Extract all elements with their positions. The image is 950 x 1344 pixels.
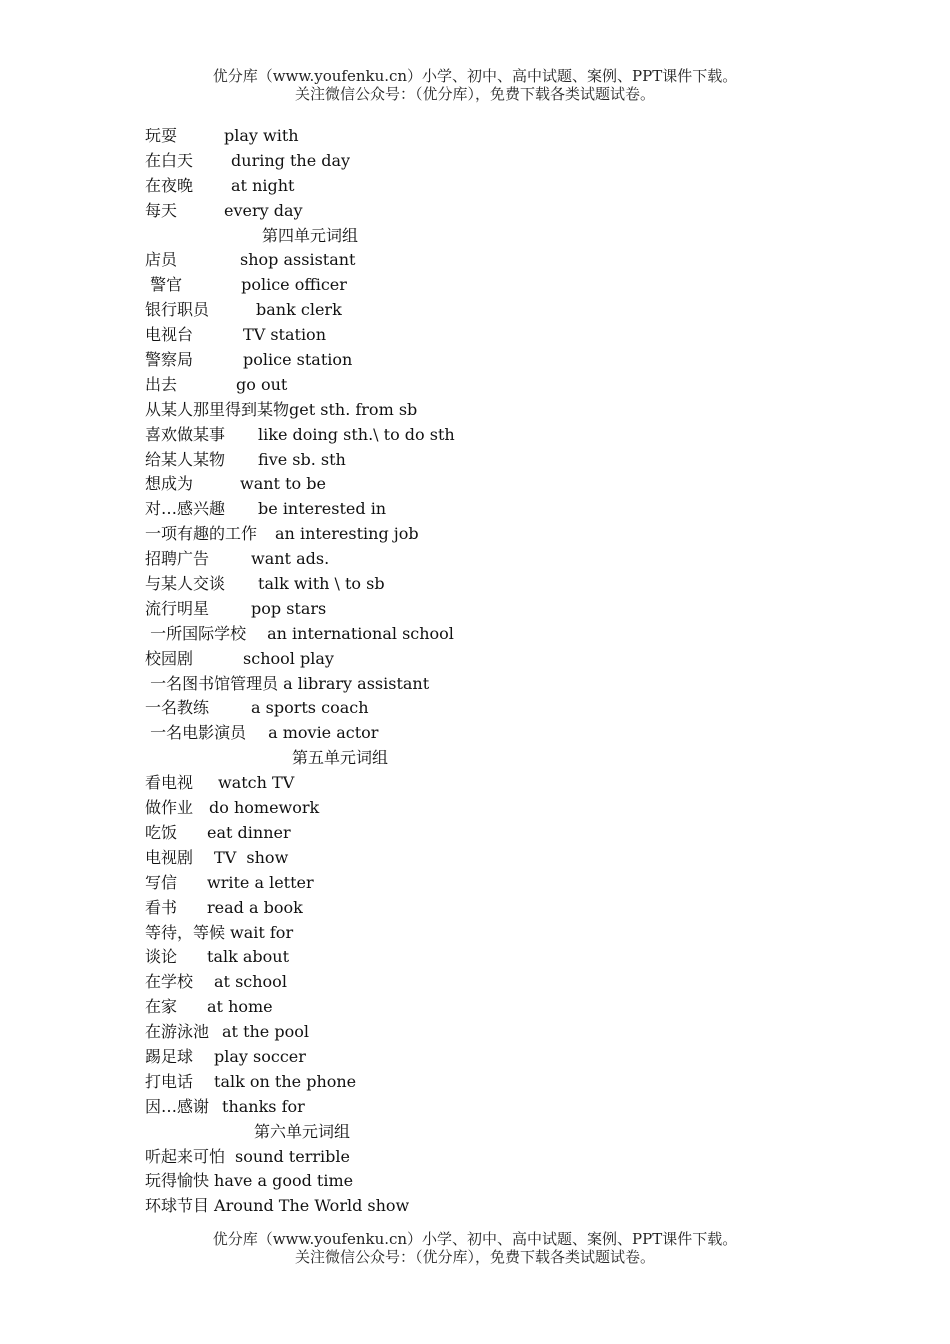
english-phrase: TV show xyxy=(214,847,289,867)
vocab-row xyxy=(145,398,865,423)
chinese-term: 谈论 xyxy=(145,947,178,967)
vocab-row xyxy=(145,273,865,298)
english-phrase: play soccer xyxy=(214,1046,306,1066)
chinese-term: 对…感兴趣 xyxy=(145,499,226,519)
vocab-row xyxy=(145,1169,865,1194)
chinese-term: 电视剧 xyxy=(145,847,194,867)
vocab-row xyxy=(145,1020,865,1045)
vocab-row xyxy=(145,821,865,846)
chinese-term: 做作业 xyxy=(145,798,194,818)
english-phrase: at the pool xyxy=(222,1022,309,1042)
vocab-row xyxy=(145,472,865,497)
vocab-row xyxy=(145,970,865,995)
english-phrase: at school xyxy=(214,972,287,992)
english-phrase: watch TV xyxy=(218,773,295,793)
section-title: 第四单元词组 xyxy=(262,225,359,245)
vocab-row xyxy=(145,174,865,199)
vocab-row xyxy=(145,373,865,398)
english-phrase: police station xyxy=(243,350,353,370)
vocab-row xyxy=(145,497,865,522)
chinese-term: 每天 xyxy=(145,200,178,220)
english-phrase: want ads. xyxy=(251,549,330,569)
vocab-row xyxy=(145,199,865,224)
vocab-row xyxy=(145,1045,865,1070)
vocab-row xyxy=(145,1145,865,1170)
vocab-row xyxy=(145,597,865,622)
chinese-term: 玩得愉快 xyxy=(145,1171,210,1191)
english-phrase: a library assistant xyxy=(283,673,430,693)
chinese-term: 与某人交谈 xyxy=(145,574,226,594)
vocab-row xyxy=(145,622,865,647)
chinese-term: 看书 xyxy=(145,897,178,917)
chinese-term: 在学校 xyxy=(145,972,194,992)
english-phrase: bank clerk xyxy=(256,300,342,320)
vocab-row xyxy=(145,896,865,921)
english-phrase: talk about xyxy=(207,947,290,967)
chinese-term: 出去 xyxy=(145,374,178,394)
english-phrase: write a letter xyxy=(207,872,314,892)
vocab-row xyxy=(145,423,865,448)
vocab-row xyxy=(145,696,865,721)
english-phrase: talk with \ to sb xyxy=(258,574,385,594)
vocab-row xyxy=(145,721,865,746)
vocab-row xyxy=(145,572,865,597)
english-phrase: Around The World show xyxy=(214,1196,410,1216)
vocab-row xyxy=(145,522,865,547)
vocab-row xyxy=(145,672,865,697)
vocab-row xyxy=(145,298,865,323)
vocab-row xyxy=(145,1070,865,1095)
vocab-row xyxy=(145,448,865,473)
chinese-term: 玩耍 xyxy=(145,126,178,145)
english-phrase: wait for xyxy=(230,922,294,942)
english-phrase: TV station xyxy=(243,325,326,345)
chinese-term: 看电视 xyxy=(145,773,194,793)
vocab-row xyxy=(145,995,865,1020)
english-phrase: five sb. sth xyxy=(258,449,346,469)
english-phrase: shop assistant xyxy=(240,250,356,270)
vocab-row xyxy=(145,846,865,871)
chinese-term: 一名图书馆管理员 xyxy=(145,673,279,693)
english-phrase: during the day xyxy=(231,150,351,170)
chinese-term: 给某人某物 xyxy=(145,449,226,469)
english-phrase: have a good time xyxy=(214,1171,354,1191)
english-phrase: do homework xyxy=(209,798,320,818)
chinese-term: 招聘广告 xyxy=(145,549,210,569)
english-phrase: an international school xyxy=(267,623,454,643)
chinese-term: 写信 xyxy=(145,872,178,892)
vocab-row xyxy=(145,1095,865,1120)
chinese-term: 一名教练 xyxy=(145,698,210,718)
chinese-term: 打电话 xyxy=(145,1071,194,1091)
footer-line-1: 优分库（www.youfenku.cn）小学、初中、高中试题、案例、PPT课件下载。 xyxy=(212,1230,738,1248)
english-phrase: school play xyxy=(243,648,334,668)
chinese-term: 听起来可怕 xyxy=(145,1146,226,1166)
vocab-row xyxy=(145,647,865,672)
english-phrase: police officer xyxy=(241,275,347,295)
chinese-term: 警官 xyxy=(145,275,183,295)
chinese-term: 一名电影演员 xyxy=(145,723,247,743)
chinese-term: 吃饭 xyxy=(145,822,178,842)
chinese-term: 因…感谢 xyxy=(145,1096,210,1116)
vocab-row xyxy=(145,921,865,946)
section-title: 第五单元词组 xyxy=(292,748,389,768)
chinese-term: 一所国际学校 xyxy=(145,623,247,643)
vocab-row xyxy=(145,945,865,970)
english-phrase: be interested in xyxy=(258,499,387,519)
footer-line-2: 关注微信公众号：（优分库），免费下载各类试题试卷。 xyxy=(294,1248,655,1266)
page-footer xyxy=(0,1230,950,1266)
page-header xyxy=(0,67,950,103)
english-phrase: thanks for xyxy=(222,1096,305,1116)
chinese-term: 店员 xyxy=(145,250,178,270)
english-phrase: a sports coach xyxy=(251,698,369,718)
chinese-term: 在夜晚 xyxy=(145,175,194,195)
vocab-row xyxy=(145,547,865,572)
english-phrase: want to be xyxy=(240,474,326,494)
vocab-row xyxy=(145,1194,865,1219)
vocab-row xyxy=(145,871,865,896)
english-phrase: get sth. from sb xyxy=(289,399,418,419)
english-phrase: at night xyxy=(231,175,295,195)
english-phrase: play with xyxy=(224,126,299,145)
chinese-term: 从某人那里得到某物 xyxy=(145,399,290,419)
english-phrase: at home xyxy=(207,997,273,1017)
english-phrase: sound terrible xyxy=(235,1146,350,1166)
english-phrase: go out xyxy=(236,374,288,394)
chinese-term: 在家 xyxy=(145,997,178,1017)
english-phrase: an interesting job xyxy=(275,524,419,544)
chinese-term: 在白天 xyxy=(145,150,194,170)
header-line-1: 优分库（www.youfenku.cn）小学、初中、高中试题、案例、PPT课件下载。 xyxy=(212,67,738,85)
vocab-row xyxy=(145,323,865,348)
english-phrase: talk on the phone xyxy=(214,1071,357,1091)
english-phrase: read a book xyxy=(207,897,303,917)
header-line-2: 关注微信公众号：（优分库），免费下载各类试题试卷。 xyxy=(294,85,655,103)
chinese-term: 喜欢做某事 xyxy=(145,424,226,444)
chinese-term: 一项有趣的工作 xyxy=(145,524,258,544)
vocab-row xyxy=(145,248,865,273)
chinese-term: 环球节目 xyxy=(145,1196,210,1216)
vocabulary-list xyxy=(145,124,865,1219)
chinese-term: 等待，等候 xyxy=(145,922,226,942)
english-phrase: eat dinner xyxy=(207,822,291,842)
chinese-term: 银行职员 xyxy=(145,300,210,320)
chinese-term: 校园剧 xyxy=(145,648,194,668)
english-phrase: every day xyxy=(224,200,303,220)
chinese-term: 电视台 xyxy=(145,325,194,345)
chinese-term: 警察局 xyxy=(145,350,194,370)
chinese-term: 踢足球 xyxy=(145,1046,194,1066)
chinese-term: 流行明星 xyxy=(145,598,210,618)
vocab-row xyxy=(145,149,865,174)
vocab-row xyxy=(145,124,865,149)
english-phrase: pop stars xyxy=(251,598,327,618)
vocab-row xyxy=(145,796,865,821)
english-phrase: like doing sth.\ to do sth xyxy=(258,424,455,444)
vocab-row xyxy=(145,348,865,373)
chinese-term: 在游泳池 xyxy=(145,1022,210,1042)
section-title: 第六单元词组 xyxy=(254,1121,351,1141)
chinese-term: 想成为 xyxy=(145,474,194,494)
english-phrase: a movie actor xyxy=(268,723,379,743)
vocab-row xyxy=(145,771,865,796)
